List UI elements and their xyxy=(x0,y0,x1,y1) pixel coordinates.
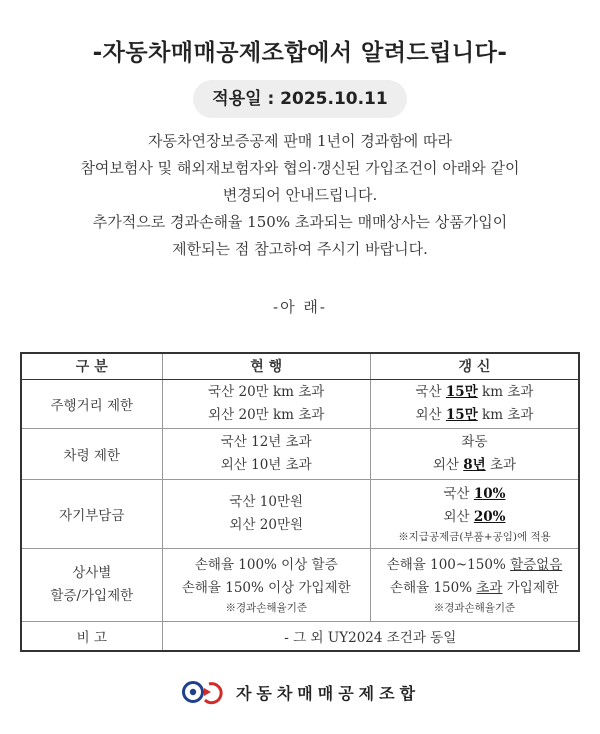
row-label: 비 고 xyxy=(21,621,162,651)
header-current: 현 행 xyxy=(162,353,370,379)
changed-value: 20% xyxy=(473,508,506,525)
changed-value: 초과 xyxy=(476,579,503,596)
intro-line: 제한되는 점 참고하여 주시기 바랍니다. xyxy=(172,240,428,258)
table-row xyxy=(21,621,579,651)
header-renewed: 갱 신 xyxy=(370,353,579,379)
intro-line: 자동차연장보증공제 판매 1년이 경과함에 따라 xyxy=(148,132,452,150)
renewed-cell: 좌동 외산 8년 초과 xyxy=(370,428,579,479)
changed-value: 15만 xyxy=(445,383,478,400)
changed-value: 10% xyxy=(473,485,506,502)
organization-name: 자동차매매공제조합 xyxy=(235,683,421,703)
table-header-row xyxy=(21,353,579,379)
renewed-cell: 국산 15만 km 초과 외산 15만 km 초과 xyxy=(370,379,579,428)
intro-text xyxy=(0,128,600,263)
intro-line: 추가적으로 경과손해율 150% 초과되는 매매상사는 상품가입이 xyxy=(92,213,508,231)
table-row xyxy=(21,548,579,621)
intro-line: 참여보험사 및 해외재보험자와 협의·갱신된 가입조건이 아래와 같이 xyxy=(80,159,520,177)
renewed-cell: 손해율 100~150% 할증없음 손해율 150% 초과 가입제한 ※경과손해율기준 xyxy=(370,548,579,621)
row-label: 상사별 할증/가입제한 xyxy=(21,548,162,621)
row-label: 자기부담금 xyxy=(21,479,162,548)
header-category: 구 분 xyxy=(21,353,162,379)
footnote: ※경과손해율기준 xyxy=(225,601,307,614)
footer xyxy=(0,677,600,707)
page-title: -자동차매매공제조합에서 알려드립니다- xyxy=(92,40,508,66)
table-row xyxy=(21,428,579,479)
current-cell: 손해율 100% 이상 할증 손해율 150% 이상 가입제한 ※경과손해율기준 xyxy=(162,548,370,621)
current-cell: 국산 10만원 외산 20만원 xyxy=(162,479,370,548)
row-label: 차령 제한 xyxy=(21,428,162,479)
footnote: ※경과손해율기준 xyxy=(433,601,516,614)
comparison-table xyxy=(20,352,580,652)
current-cell: 국산 12년 초과 외산 10년 초과 xyxy=(162,428,370,479)
effective-date-badge: 적용일 : 2025.10.11 xyxy=(193,80,407,118)
changed-value: 8년 xyxy=(463,456,486,473)
table-row xyxy=(21,379,579,428)
intro-line: 변경되어 안내드립니다. xyxy=(222,186,378,204)
remarks-cell: - 그 외 UY2024 조건과 동일 xyxy=(162,621,579,651)
footnote: ※지급공제금(부품+공임)에 적용 xyxy=(398,530,551,543)
union-logo-icon xyxy=(180,679,226,705)
changed-value: 15만 xyxy=(445,406,478,423)
below-heading: -아 래- xyxy=(273,298,327,316)
current-cell: 국산 20만 km 초과 외산 20만 km 초과 xyxy=(162,379,370,428)
changed-value: 할증없음 xyxy=(510,556,563,573)
table-row xyxy=(21,479,579,548)
renewed-cell: 국산 10% 외산 20% ※지급공제금(부품+공임)에 적용 xyxy=(370,479,579,548)
row-label: 주행거리 제한 xyxy=(21,379,162,428)
